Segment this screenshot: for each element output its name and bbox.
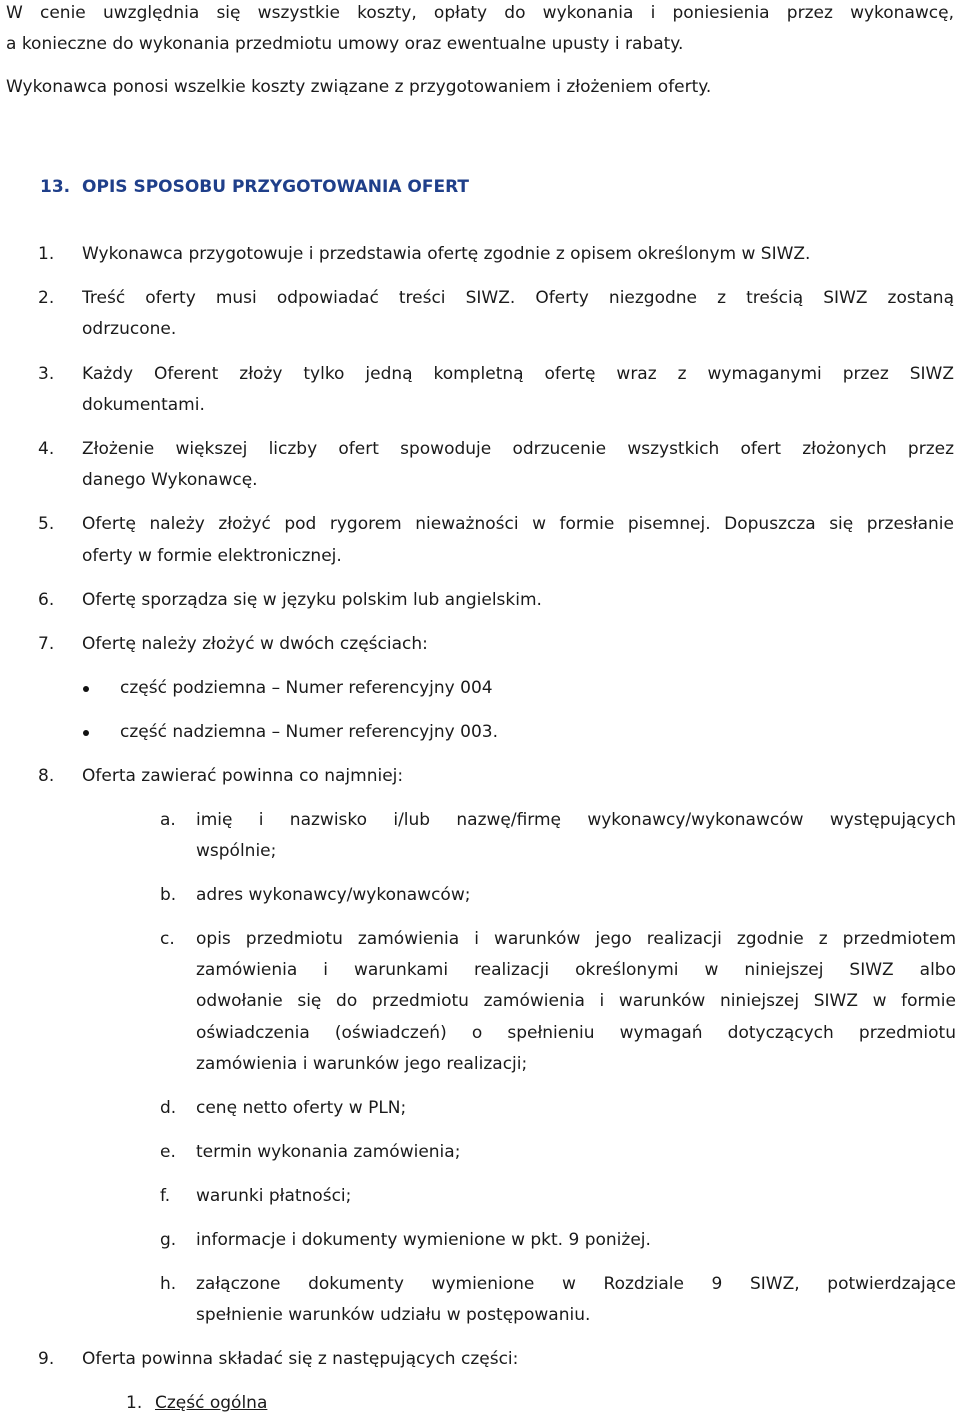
subitem-text: odwołanie się do przedmiotu zamówienia i warunków niniejszej SIWZ w formie — [196, 991, 956, 1011]
item-text: oferty w formie elektronicznej. — [82, 546, 342, 566]
bullet-icon — [83, 730, 89, 736]
subitem-text: oświadczenia (oświadczeń) o spełnieniu wymagań dotyczących przedmiotu — [196, 1023, 956, 1043]
section-heading — [40, 176, 469, 198]
item-text: Oferta powinna składać się z następujących części: — [82, 1349, 519, 1369]
part-label: Część ogólna — [155, 1393, 268, 1413]
subitem-text: cenę netto oferty w PLN; — [196, 1098, 407, 1118]
section-number: 13. — [40, 177, 71, 197]
item-number: 5. — [38, 514, 55, 534]
subitem-text: wspólnie; — [196, 841, 277, 861]
item-text: danego Wykonawcę. — [82, 470, 258, 490]
subitem-letter: e. — [160, 1142, 176, 1162]
subitem-letter: d. — [160, 1098, 177, 1118]
part-number: 1. — [126, 1393, 143, 1413]
section-title: OPIS SPOSOBU PRZYGOTOWANIA OFERT — [82, 177, 469, 197]
item-text: Ofertę należy złożyć w dwóch częściach: — [82, 634, 428, 654]
subitem-text: termin wykonania zamówienia; — [196, 1142, 461, 1162]
subitem-text: informacje i dokumenty wymienione w pkt. 9 poniżej. — [196, 1230, 651, 1250]
subitem-text: imię i nazwisko i/lub nazwę/firmę wykonawcy/wykonawców występujących — [196, 810, 956, 830]
item-number: 2. — [38, 288, 55, 308]
subitem-text: spełnienie warunków udziału w postępowaniu. — [196, 1305, 591, 1325]
item-text: Ofertę należy złożyć pod rygorem nieważności w formie pisemnej. Dopuszcza się przesłanie — [82, 514, 954, 534]
item-text: dokumentami. — [82, 395, 205, 415]
subitem-letter: f. — [160, 1186, 171, 1206]
subitem-letter: b. — [160, 885, 177, 905]
item-number: 4. — [38, 439, 55, 459]
item-number: 8. — [38, 766, 55, 786]
bullet-item: część podziemna – Numer referencyjny 004 — [120, 678, 493, 698]
intro-paragraph: Wykonawca ponosi wszelkie koszty związane z przygotowaniem i złożeniem oferty. — [6, 77, 712, 97]
item-text: Każdy Oferent złoży tylko jedną kompletną ofertę wraz z wymaganymi przez SIWZ — [82, 364, 954, 384]
subitem-text: warunki płatności; — [196, 1186, 352, 1206]
item-text: Złożenie większej liczby ofert spowoduje odrzucenie wszystkich ofert złożonych przez — [82, 439, 954, 459]
subitem-letter: g. — [160, 1230, 177, 1250]
item-text: Ofertę sporządza się w języku polskim lub angielskim. — [82, 590, 542, 610]
item-text: odrzucone. — [82, 319, 177, 339]
intro-paragraph-line: W cenie uwzględnia się wszystkie koszty, opłaty do wykonania i poniesienia przez wykonawcę, — [6, 3, 954, 23]
item-number: 3. — [38, 364, 55, 384]
item-text: Wykonawca przygotowuje i przedstawia ofertę zgodnie z opisem określonym w SIWZ. — [82, 244, 811, 264]
item-text: Oferta zawierać powinna co najmniej: — [82, 766, 404, 786]
bullet-icon — [83, 686, 89, 692]
subitem-text: adres wykonawcy/wykonawców; — [196, 885, 471, 905]
subitem-letter: a. — [160, 810, 176, 830]
subitem-text: załączone dokumenty wymienione w Rozdziale 9 SIWZ, potwierdzające — [196, 1274, 956, 1294]
item-number: 9. — [38, 1349, 55, 1369]
subitem-text: zamówienia i warunkami realizacji określonymi w niniejszej SIWZ albo — [196, 960, 956, 980]
intro-paragraph-line: a konieczne do wykonania przedmiotu umowy oraz ewentualne upusty i rabaty. — [6, 34, 684, 54]
subitem-letter: c. — [160, 929, 175, 949]
item-number: 6. — [38, 590, 55, 610]
item-number: 1. — [38, 244, 55, 264]
item-number: 7. — [38, 634, 55, 654]
bullet-item: część nadziemna – Numer referencyjny 003. — [120, 722, 498, 742]
subitem-letter: h. — [160, 1274, 177, 1294]
item-text: Treść oferty musi odpowiadać treści SIWZ. Oferty niezgodne z treścią SIWZ zostaną — [82, 288, 954, 308]
subitem-text: opis przedmiotu zamówienia i warunków jego realizacji zgodnie z przedmiotem — [196, 929, 956, 949]
subitem-text: zamówienia i warunków jego realizacji; — [196, 1054, 528, 1074]
